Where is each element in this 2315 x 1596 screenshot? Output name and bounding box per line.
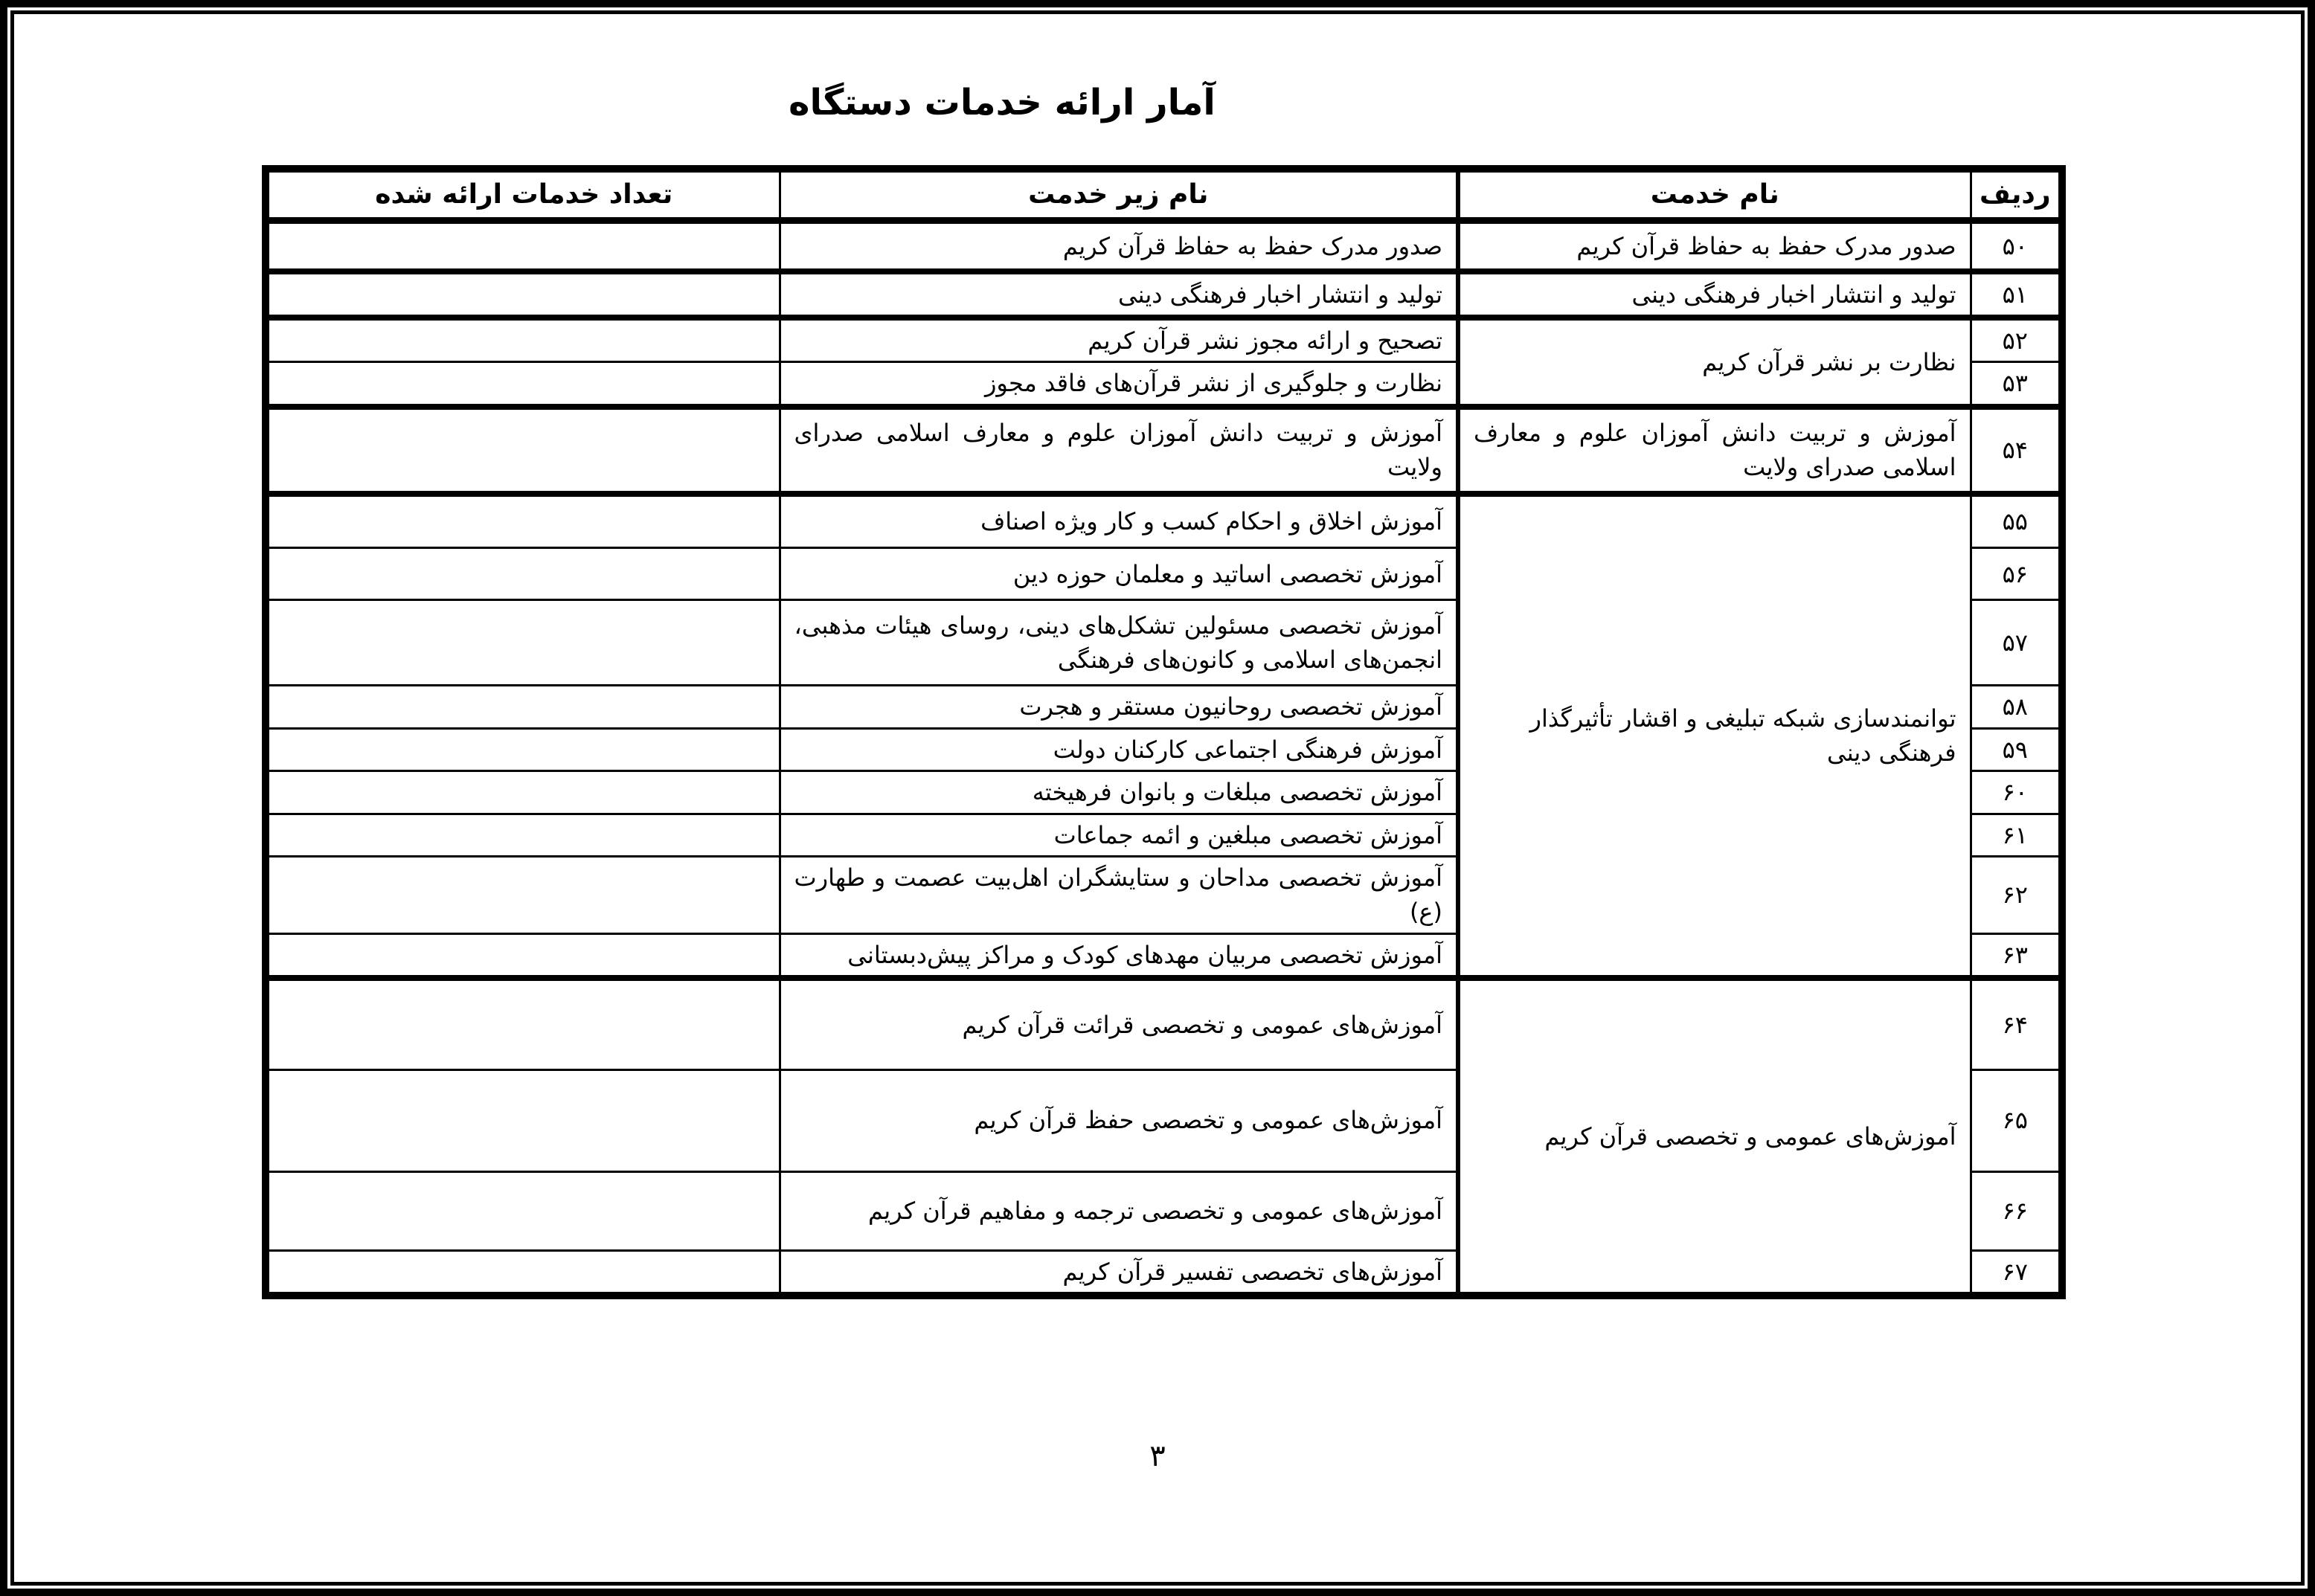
count-cell [266, 600, 780, 686]
radif-cell: ۶۲ [1971, 856, 2062, 933]
count-cell [266, 1069, 780, 1171]
service-cell: صدور مدرک حفظ به حفاظ قرآن کریم [1458, 221, 1971, 271]
header-count: تعداد خدمات ارائه شده [266, 169, 780, 221]
count-cell [266, 548, 780, 600]
table-row [266, 318, 2062, 362]
radif-cell: ۵۵ [1971, 494, 2062, 548]
header-service: نام خدمت [1458, 169, 1971, 221]
radif-cell: ۵۹ [1971, 728, 2062, 770]
service-cell-merged: توانمندسازی شبکه تبلیغی و اقشار تأثیرگذار فرهنگی دینی [1458, 494, 1971, 978]
count-cell [266, 978, 780, 1069]
subservice-cell: آموزش تخصصی مبلغین و ائمه جماعات [780, 814, 1458, 856]
radif-cell: ۵۶ [1971, 548, 2062, 600]
radif-cell: ۶۱ [1971, 814, 2062, 856]
subservice-cell: آموزش‌های عمومی و تخصصی قرائت قرآن کریم [780, 978, 1458, 1069]
radif-cell: ۵۰ [1971, 221, 2062, 271]
subservice-cell: صدور مدرک حفظ به حفاظ قرآن کریم [780, 221, 1458, 271]
subservice-cell: آموزش اخلاق و احکام کسب و کار ویژه اصناف [780, 494, 1458, 548]
count-cell [266, 494, 780, 548]
service-cell: تولید و انتشار اخبار فرهنگی دینی [1458, 271, 1971, 318]
subservice-cell: آموزش‌های عمومی و تخصصی ترجمه و مفاهیم قرآن کریم [780, 1171, 1458, 1250]
service-cell-merged: آموزش‌های عمومی و تخصصی قرآن کریم [1458, 978, 1971, 1296]
count-cell [266, 362, 780, 407]
header-radif: ردیف [1971, 169, 2062, 221]
radif-cell: ۶۷ [1971, 1250, 2062, 1296]
table-row [266, 407, 2062, 494]
radif-cell: ۶۰ [1971, 771, 2062, 814]
count-cell [266, 686, 780, 728]
subservice-cell: تولید و انتشار اخبار فرهنگی دینی [780, 271, 1458, 318]
radif-cell: ۶۴ [1971, 978, 2062, 1069]
subservice-cell: آموزش تخصصی مربیان مهدهای کودک و مراکز پیش‌دبستانی [780, 933, 1458, 978]
service-cell-merged: نظارت بر نشر قرآن کریم [1458, 318, 1971, 407]
table-row [266, 494, 2062, 548]
count-cell [266, 1171, 780, 1250]
subservice-cell: آموزش تخصصی اساتید و معلمان حوزه دین [780, 548, 1458, 600]
radif-cell: ۵۷ [1971, 600, 2062, 686]
service-cell: آموزش و تربیت دانش آموزان علوم و معارف اسلامی صدرای ولایت [1458, 407, 1971, 494]
count-cell [266, 221, 780, 271]
subservice-cell: آموزش تخصصی مبلغات و بانوان فرهیخته [780, 771, 1458, 814]
subservice-cell: آموزش تخصصی روحانیون مستقر و هجرت [780, 686, 1458, 728]
count-cell [266, 407, 780, 494]
radif-cell: ۶۵ [1971, 1069, 2062, 1171]
subservice-cell: آموزش تخصصی مداحان و ستایشگران اهل‌بیت عصمت و طهارت (ع) [780, 856, 1458, 933]
radif-cell: ۵۸ [1971, 686, 2062, 728]
count-cell [266, 933, 780, 978]
table-row [266, 978, 2062, 1069]
count-cell [266, 856, 780, 933]
subservice-cell: نظارت و جلوگیری از نشر قرآن‌های فاقد مجوز [780, 362, 1458, 407]
table-row [266, 271, 2062, 318]
count-cell [266, 318, 780, 362]
count-cell [266, 1250, 780, 1296]
header-subservice: نام زیر خدمت [780, 169, 1458, 221]
count-cell [266, 271, 780, 318]
radif-cell: ۵۱ [1971, 271, 2062, 318]
subservice-cell: آموزش و تربیت دانش آموزان علوم و معارف اسلامی صدرای ولایت [780, 407, 1458, 494]
services-table [262, 165, 2066, 1299]
page-number: ۳ [1149, 1439, 1166, 1473]
count-cell [266, 771, 780, 814]
subservice-cell: تصحیح و ارائه مجوز نشر قرآن کریم [780, 318, 1458, 362]
radif-cell: ۵۳ [1971, 362, 2062, 407]
page-title [0, 82, 2315, 123]
subservice-cell: آموزش تخصصی مسئولین تشکل‌های دینی، روسای هیئات مذهبی، انجمن‌های اسلامی و کانون‌های فرهنگی [780, 600, 1458, 686]
page-title-text: آمار ارائه خدمات دستگاه [789, 82, 1216, 123]
count-cell [266, 728, 780, 770]
subservice-cell: آموزش‌های تخصصی تفسیر قرآن کریم [780, 1250, 1458, 1296]
radif-cell: ۵۴ [1971, 407, 2062, 494]
table-row [266, 221, 2062, 271]
subservice-cell: آموزش‌های عمومی و تخصصی حفظ قرآن کریم [780, 1069, 1458, 1171]
radif-cell: ۶۶ [1971, 1171, 2062, 1250]
radif-cell: ۵۲ [1971, 318, 2062, 362]
radif-cell: ۶۳ [1971, 933, 2062, 978]
subservice-cell: آموزش فرهنگی اجتماعی کارکنان دولت [780, 728, 1458, 770]
header-row [266, 169, 2062, 221]
count-cell [266, 814, 780, 856]
